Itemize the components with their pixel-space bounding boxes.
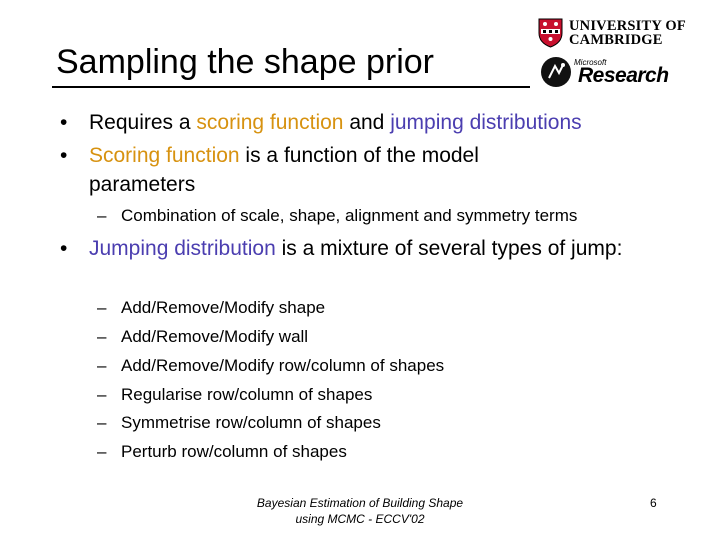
bullet-3-jumping-distribution: Jumping distribution xyxy=(89,237,276,260)
ms-big-text: Research xyxy=(578,64,669,87)
slide-title: Sampling the shape prior xyxy=(56,43,435,81)
footer-line-2: using MCMC - ECCV'02 xyxy=(295,512,425,526)
sub-bullet-dash: – xyxy=(97,298,107,317)
sub-bullet-dash: – xyxy=(97,327,107,346)
bullet-3-sub-1 xyxy=(97,293,697,322)
title-underline xyxy=(52,86,530,88)
cambridge-line1: UNIVERSITY OF xyxy=(569,18,686,34)
bullet-3-sub-4 xyxy=(97,380,697,409)
bullet-1-jumping-distributions: jumping distributions xyxy=(390,111,582,134)
bullet-1-scoring-function: scoring function xyxy=(196,111,344,134)
cambridge-line2: CAMBRIDGE xyxy=(569,32,663,48)
bullet-1-text-b: and xyxy=(343,111,391,134)
bullet-dot: • xyxy=(60,111,68,134)
bullet-3-sub-2 xyxy=(97,322,697,351)
footer-line-1: Bayesian Estimation of Building Shape xyxy=(256,496,464,510)
bullet-3-sub-3 xyxy=(97,351,697,380)
sub-bullet-text: Symmetrise row/column of shapes xyxy=(121,413,381,432)
bullet-2-sub-1 xyxy=(97,201,697,230)
sub-bullet-dash: – xyxy=(97,413,107,432)
sub-bullet-text: Add/Remove/Modify row/column of shapes xyxy=(121,356,445,375)
microsoft-research-logo xyxy=(538,56,678,90)
bullet-dot: • xyxy=(60,237,68,260)
bullet-3-sub-6 xyxy=(97,437,697,466)
cambridge-logo xyxy=(538,16,686,50)
bullet-1 xyxy=(60,108,690,137)
sub-bullet-text: Add/Remove/Modify wall xyxy=(121,327,309,346)
crest-icon xyxy=(538,18,563,48)
sub-bullet-dash: – xyxy=(97,206,107,225)
bullet-2-scoring-function: Scoring function xyxy=(89,144,240,167)
sub-bullet-dash: – xyxy=(97,356,107,375)
ms-small-text: Microsoft xyxy=(574,58,607,67)
sub-bullet-text: Combination of scale, shape, alignment and symmetry terms xyxy=(121,206,578,225)
bullet-2-text: is a function of the model parameters xyxy=(89,144,479,196)
sub-bullet-dash: – xyxy=(97,442,107,461)
bullet-2 xyxy=(60,141,540,199)
bullet-3-sub-5 xyxy=(97,408,697,437)
slide-footer xyxy=(240,495,480,527)
bullet-3-text: is a mixture of several types of jump: xyxy=(275,237,623,260)
research-logo-icon xyxy=(540,56,572,88)
page-number: 6 xyxy=(650,496,657,510)
sub-bullet-text: Add/Remove/Modify shape xyxy=(121,298,326,317)
sub-bullet-text: Perturb row/column of shapes xyxy=(121,442,347,461)
bullet-3 xyxy=(60,234,650,263)
sub-bullet-dash: – xyxy=(97,385,107,404)
bullet-dot: • xyxy=(60,144,68,167)
sub-bullet-text: Regularise row/column of shapes xyxy=(121,385,373,404)
bullet-1-text-a: Requires a xyxy=(89,111,197,134)
